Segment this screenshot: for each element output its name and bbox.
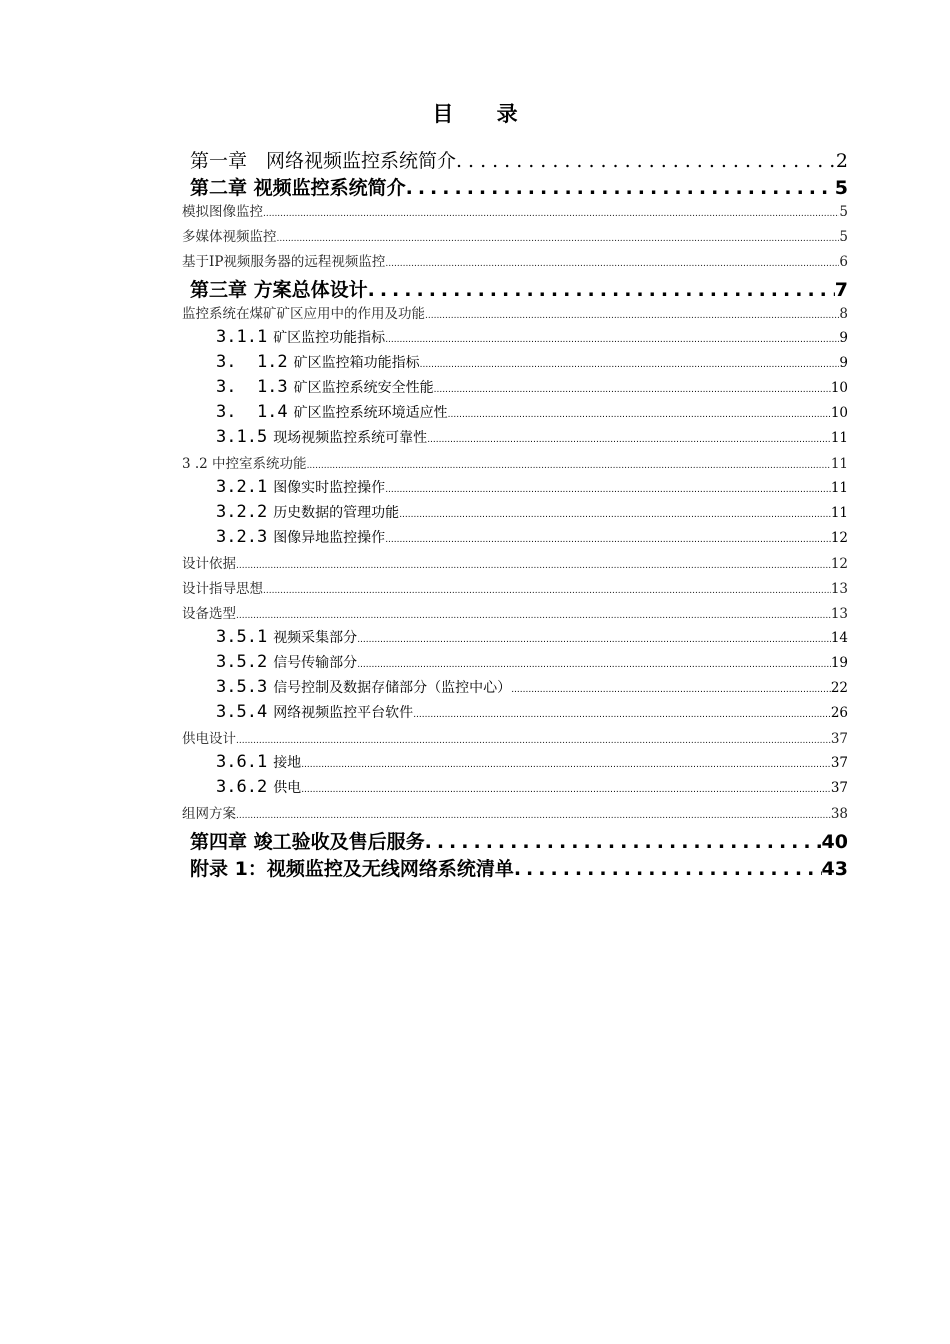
toc-entry[interactable]: [182, 502, 848, 527]
toc-entry-number: 3.5.2: [216, 652, 268, 672]
toc-entry[interactable]: [182, 602, 848, 627]
dot-leader: [301, 780, 831, 796]
toc-entry-page-number: 38: [830, 806, 848, 822]
dot-leader: [368, 279, 835, 301]
toc-entry-number: 3.6.2: [216, 777, 268, 797]
toc-entry[interactable]: [182, 427, 848, 452]
dot-leader: [307, 456, 831, 472]
dot-leader: [236, 606, 831, 622]
toc-entry-label: 3 .2 中控室系统功能: [182, 456, 307, 472]
dot-leader: [385, 480, 831, 496]
dot-leader: [448, 405, 831, 421]
toc-entry-label: 第四章 竣工验收及售后服务: [190, 831, 425, 853]
dot-leader: [263, 581, 831, 597]
toc-entry-number: 3.2.3: [216, 527, 268, 547]
toc-entry-page-number: 11: [830, 480, 848, 496]
toc-entry-number: 3. 1.3: [216, 377, 288, 397]
dot-leader: [236, 556, 831, 572]
toc-entry-label: 第一章 网络视频监控系统简介: [190, 150, 457, 172]
toc-entry-page-number: 12: [830, 530, 848, 546]
toc-entry-page-number: 43: [821, 858, 848, 880]
toc-entry-page-number: 26: [830, 705, 848, 721]
toc-entry[interactable]: [182, 327, 848, 352]
toc-entry[interactable]: [182, 275, 848, 302]
toc-entry-label: 组网方案: [182, 806, 236, 822]
toc-entry[interactable]: [182, 352, 848, 377]
toc-entry-label: 矿区监控箱功能指标: [293, 355, 420, 371]
toc-entry-number: 3.6.1: [216, 752, 268, 772]
toc-entry-page-number: 22: [830, 680, 848, 696]
toc-entry-label: 视频采集部分: [273, 630, 358, 646]
dot-leader: [301, 755, 831, 771]
toc-entry-label: 供电设计: [182, 731, 236, 747]
toc-entry-page-number: 13: [830, 606, 848, 622]
dot-leader: [277, 229, 840, 245]
dot-leader: [385, 330, 839, 346]
dot-leader: [357, 655, 831, 671]
toc-entry[interactable]: [182, 827, 848, 854]
dot-leader: [236, 731, 831, 747]
dot-leader: [420, 355, 840, 371]
toc-entry-number: 3.5.3: [216, 677, 268, 697]
toc-entry-label: 现场视频监控系统可靠性: [273, 430, 428, 446]
toc-entry-page-number: 7: [834, 279, 848, 301]
dot-leader: [357, 630, 831, 646]
toc-entry-label: 基于IP视频服务器的远程视频监控: [182, 254, 386, 270]
toc-entry-number: 3.1.1: [216, 327, 268, 347]
toc-entry-label: 监控系统在煤矿矿区应用中的作用及功能: [182, 306, 425, 322]
dot-leader: [514, 858, 822, 880]
toc-entry-label: 供电: [273, 780, 302, 796]
toc-entry-page-number: 11: [830, 456, 848, 472]
toc-entry[interactable]: [182, 225, 848, 250]
toc-entry[interactable]: [182, 302, 848, 327]
toc-entry[interactable]: [182, 200, 848, 225]
toc-entry[interactable]: [182, 577, 848, 602]
toc-entry[interactable]: [182, 146, 848, 173]
toc-entry[interactable]: [182, 777, 848, 802]
toc-entry[interactable]: [182, 802, 848, 827]
toc-entry-label: 接地: [273, 755, 302, 771]
toc-entry-page-number: 19: [830, 655, 848, 671]
dot-leader: [427, 430, 831, 446]
toc-entry-page-number: 11: [830, 505, 848, 521]
toc-entry[interactable]: [182, 727, 848, 752]
toc-entry[interactable]: [182, 652, 848, 677]
toc-entry[interactable]: [182, 677, 848, 702]
toc-entry[interactable]: [182, 627, 848, 652]
toc-entry-label: 设计指导思想: [182, 581, 263, 597]
toc-entry-label: 网络视频监控平台软件: [273, 705, 414, 721]
toc-entry-page-number: 6: [839, 254, 848, 270]
toc-entry-number: 3.5.1: [216, 627, 268, 647]
toc-entry-label: 图像实时监控操作: [273, 480, 386, 496]
toc-entry-page-number: 40: [821, 831, 848, 853]
toc-entry-label: 信号传输部分: [273, 655, 358, 671]
dot-leader: [385, 254, 839, 270]
toc-entry-page-number: 13: [830, 581, 848, 597]
dot-leader: [511, 680, 831, 696]
toc-entry-label: 矿区监控系统安全性能: [293, 380, 434, 396]
toc-entry-label: 图像异地监控操作: [273, 530, 386, 546]
toc-entry-label: 信号控制及数据存储部分（监控中心）: [273, 680, 512, 696]
toc-entry-page-number: 14: [830, 630, 848, 646]
toc-entry-page-number: 5: [839, 229, 848, 245]
toc-entry-page-number: 37: [830, 780, 848, 796]
dot-leader: [236, 806, 831, 822]
dot-leader: [456, 150, 836, 172]
toc-entry-page-number: 10: [830, 380, 848, 396]
toc-entry-page-number: 5: [839, 204, 848, 220]
toc-entry[interactable]: [182, 552, 848, 577]
toc-entry-label: 第二章 视频监控系统简介: [190, 177, 406, 199]
dot-leader: [385, 530, 831, 546]
dot-leader: [413, 705, 831, 721]
toc-entry[interactable]: [182, 250, 848, 275]
toc-entry-number: 3. 1.4: [216, 402, 288, 422]
toc-entry-page-number: 8: [839, 306, 848, 322]
toc-title: 目 录: [432, 102, 536, 126]
toc-entry-label: 设备选型: [182, 606, 236, 622]
toc-entry-label: 附录 1：视频监控及无线网络系统清单: [190, 858, 514, 880]
toc-entry-number: 3.1.5: [216, 427, 268, 447]
toc-entry-page-number: 9: [839, 330, 848, 346]
toc-entry[interactable]: [182, 527, 848, 552]
toc-entry-label: 设计依据: [182, 556, 236, 572]
dot-leader: [399, 505, 831, 521]
toc-entry-page-number: 10: [830, 405, 848, 421]
toc-entry-number: 3.2.2: [216, 502, 268, 522]
toc-entry-number: 3. 1.2: [216, 352, 288, 372]
toc-entry-page-number: 37: [830, 731, 848, 747]
toc-entry-label: 历史数据的管理功能: [273, 505, 400, 521]
toc-entry-page-number: 37: [830, 755, 848, 771]
dot-leader: [425, 831, 822, 853]
toc-entry-page-number: 2: [835, 150, 848, 172]
toc-entry[interactable]: [182, 452, 848, 477]
toc-entry[interactable]: [182, 752, 848, 777]
table-of-contents: [182, 146, 848, 881]
dot-leader: [406, 177, 835, 199]
toc-entry-label: 第三章 方案总体设计: [190, 279, 368, 301]
toc-entry-label: 模拟图像监控: [182, 204, 263, 220]
toc-entry-label: 矿区监控功能指标: [273, 330, 386, 346]
toc-entry[interactable]: [182, 402, 848, 427]
toc-entry-number: 3.5.4: [216, 702, 268, 722]
toc-entry[interactable]: [182, 377, 848, 402]
toc-entry-page-number: 5: [834, 177, 848, 199]
toc-entry-label: 多媒体视频监控: [182, 229, 277, 245]
toc-entry-page-number: 11: [830, 430, 848, 446]
dot-leader: [425, 306, 839, 322]
toc-entry-number: 3.2.1: [216, 477, 268, 497]
dot-leader: [434, 380, 831, 396]
toc-entry[interactable]: [182, 854, 848, 881]
toc-entry-label: 矿区监控系统环境适应性: [293, 405, 448, 421]
toc-entry[interactable]: [182, 477, 848, 502]
toc-entry-page-number: 9: [839, 355, 848, 371]
toc-entry-page-number: 12: [830, 556, 848, 572]
toc-entry[interactable]: [182, 702, 848, 727]
dot-leader: [263, 204, 839, 220]
toc-entry[interactable]: [182, 173, 848, 200]
